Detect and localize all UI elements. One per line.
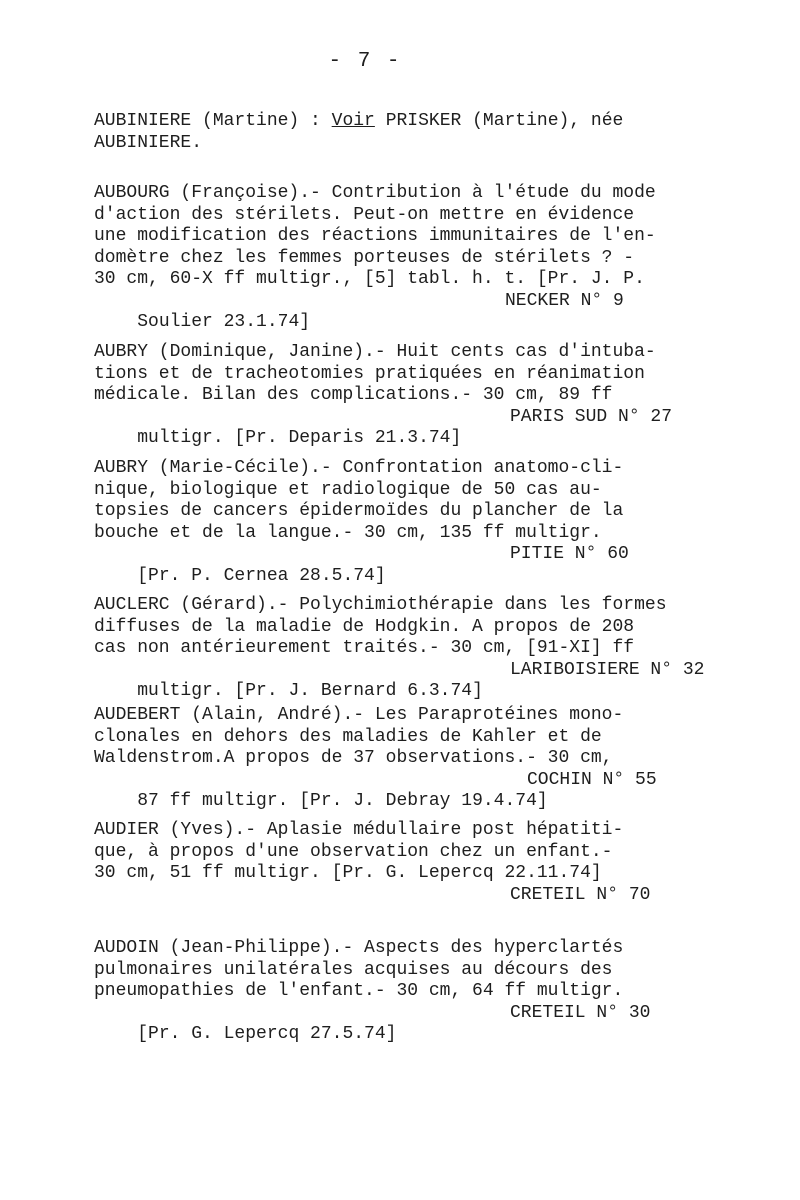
location-code: CRETEIL N° 70 (510, 884, 651, 905)
entry-line: que, à propos d'une observation chez un enfant.- (94, 841, 613, 862)
entry-line-text: multigr. [Pr. J. Bernard 6.3.74] (137, 681, 483, 701)
entry-line: médicale. Bilan des complications.- 30 cm, 89 ff (94, 385, 613, 405)
location-code: PITIE N° 60 (510, 544, 629, 564)
entry-line (94, 885, 694, 907)
entry-line: AUBINIERE. (94, 132, 203, 153)
entry-heading: AUBINIERE (Martine) : (94, 111, 321, 131)
entry-line: domètre chez les femmes porteuses de stérilets ? - (94, 247, 635, 268)
location-code: COCHIN N° 55 (527, 769, 657, 790)
see-reference-word: Voir (331, 111, 375, 131)
entry-line: AUDIER (Yves).- Aplasie médullaire post hépatiti- (94, 820, 624, 840)
entry-line: AUBOURG (Françoise).- Contribution à l'étude du mode (94, 183, 656, 203)
entry-line-text: 87 ff multigr. [Pr. J. Debray 19.4.74] (137, 791, 548, 811)
entry-line (94, 544, 694, 586)
page-number: - 7 - (328, 50, 402, 73)
entry-line (94, 1002, 694, 1044)
location-code: NECKER N° 9 (505, 290, 624, 311)
entry-line: AUBRY (Dominique, Janine).- Huit cents cas d'intuba- (94, 342, 656, 362)
entry-line (94, 290, 694, 332)
entry-line: 30 cm, 51 ff multigr. [Pr. G. Lepercq 22.11.74] (94, 863, 602, 883)
entry-line (94, 659, 705, 701)
entry-line: topsies de cancers épidermoïdes du plancher de la (94, 501, 624, 521)
entry-line: cas non antérieurement traités.- 30 cm, [91-XI] ff (94, 638, 635, 658)
bibliography-entry (94, 458, 694, 586)
location-code: CRETEIL N° 30 (510, 1002, 651, 1023)
entry-line-text: [Pr. P. Cernea 28.5.74] (137, 565, 386, 586)
entry-line (94, 769, 694, 811)
bibliography-entry (94, 183, 694, 332)
entry-line: pulmonaires unilatérales acquises au décours des (94, 959, 613, 980)
entry-line (94, 111, 694, 133)
entry-line: clonales en dehors des maladies de Kahler et de (94, 726, 602, 747)
entry-line-text: Soulier 23.1.74] (137, 312, 311, 332)
entry-line-text: [Pr. G. Lepercq 27.5.74] (137, 1024, 397, 1044)
bibliography-entry (94, 705, 694, 811)
bibliography-entry (94, 111, 694, 154)
location-code: PARIS SUD N° 27 (510, 406, 673, 427)
entry-line: nique, biologique et radiologique de 50 cas au- (94, 479, 602, 500)
entry-line: diffuses de la maladie de Hodgkin. A propos de 208 (94, 616, 635, 637)
entry-line: AUDEBERT (Alain, André).- Les Paraprotéines mono- (94, 705, 624, 725)
entry-line: une modification des réactions immunitaires de l'en- (94, 226, 656, 246)
location-code: LARIBOISIERE N° 32 (510, 659, 705, 680)
bibliography-entry (94, 938, 694, 1044)
entry-line: d'action des stérilets. Peut-on mettre en évidence (94, 204, 635, 225)
entry-line: 30 cm, 60-X ff multigr., [5] tabl. h. t. [Pr. J. P. (94, 269, 645, 289)
entry-line: bouche et de la langue.- 30 cm, 135 ff multigr. (94, 522, 602, 543)
entry-line-text: multigr. [Pr. Deparis 21.3.74] (137, 428, 462, 448)
entry-line: Waldenstrom.A propos de 37 observations.- 30 cm, (94, 748, 613, 768)
entry-line (94, 406, 694, 448)
entry-line: pneumopathies de l'enfant.- 30 cm, 64 ff multigr. (94, 981, 624, 1001)
entry-line: AUDOIN (Jean-Philippe).- Aspects des hyperclartés (94, 938, 624, 958)
bibliography-entry (94, 342, 694, 448)
entry-line: AUCLERC (Gérard).- Polychimiothérapie dans les formes (94, 595, 667, 615)
bibliography-entry (94, 820, 694, 906)
entry-line: AUBRY (Marie-Cécile).- Confrontation anatomo-cli- (94, 458, 624, 478)
entry-line: tions et de tracheotomies pratiquées en réanimation (94, 363, 645, 384)
bibliography-entry (94, 595, 705, 701)
see-reference-target: PRISKER (Martine), née (385, 111, 624, 131)
